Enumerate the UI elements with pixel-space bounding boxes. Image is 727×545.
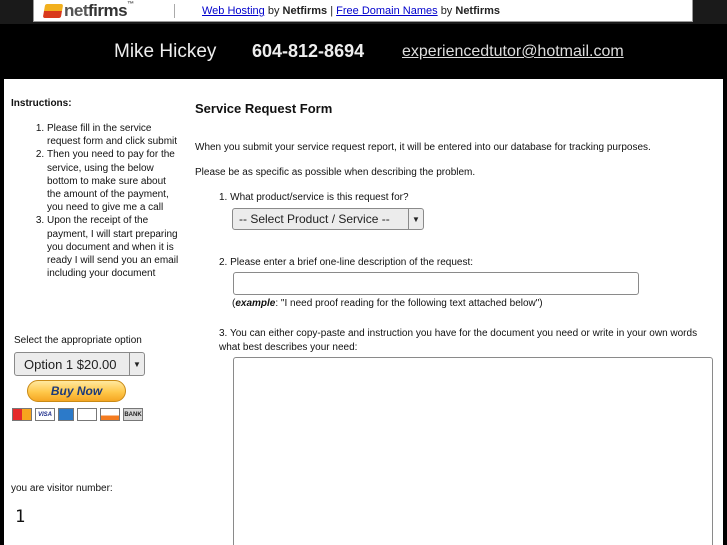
question-1 [219, 192, 409, 203]
example-text: : "I need proof reading for the following text attached below") [275, 298, 543, 309]
visitor-counter: 1 [15, 507, 26, 527]
visa-icon: VISA [35, 408, 55, 421]
free-domain-names-link[interactable]: Free Domain Names [336, 5, 438, 17]
echeck-icon [77, 408, 97, 421]
instruction-item: 1. Please fill in the service request form and click submit [47, 122, 182, 148]
example-label: example [235, 298, 276, 309]
amex-icon [58, 408, 74, 421]
banner-links [202, 5, 500, 17]
instruction-item: 2. Then you need to pay for the service, using the below bottom to make sure about the amount of the payment, you need to give me a call [47, 148, 182, 214]
netfirms-logo[interactable] [44, 1, 134, 21]
instruction-item: 3. Upon the receipt of the payment, I will start preparing you document and when it is ready I will send you an email including your document [47, 214, 182, 280]
question-number: 2. [219, 257, 228, 268]
payment-option-value: Option 1 $20.00 [24, 356, 117, 372]
bank-icon: BANK [123, 408, 143, 421]
by-text: by [267, 5, 280, 17]
visitor-label: you are visitor number: [11, 483, 113, 494]
site-header [0, 24, 727, 79]
form-intro-1: When you submit your service request report, it will be entered into our database for tracking purposes. [195, 142, 651, 153]
header-phone: 604-812-8694 [252, 41, 365, 61]
link-separator: | [330, 5, 334, 17]
product-service-value: -- Select Product / Service -- [239, 212, 390, 226]
description-input[interactable] [233, 272, 639, 295]
mastercard-icon [12, 408, 32, 421]
banner-divider [174, 4, 175, 18]
netfirms-brand-text: Netfirms [455, 5, 500, 17]
question-number: 3. [219, 328, 228, 339]
chevron-down-icon: ▼ [129, 353, 144, 375]
netfirms-banner [0, 0, 727, 24]
buy-now-button[interactable]: Buy Now [27, 380, 126, 402]
web-hosting-link[interactable]: Web Hosting [202, 5, 265, 17]
netfirms-banner-inner [33, 0, 693, 22]
netfirms-flag-icon [43, 4, 63, 18]
form-title: Service Request Form [195, 101, 333, 116]
need-description-textarea[interactable] [233, 357, 713, 545]
question-3 [219, 327, 709, 355]
payment-cards [12, 408, 143, 421]
header-name: Mike Hickey [114, 41, 217, 62]
question-2 [219, 257, 473, 268]
instructions-list [19, 122, 182, 280]
option-label: Select the appropriate option [14, 335, 142, 346]
description-example [232, 298, 543, 309]
payment-option-select[interactable] [14, 352, 145, 376]
question-number: 1. [219, 192, 228, 203]
chevron-down-icon: ▼ [408, 209, 423, 229]
example-paren: ( [232, 298, 236, 309]
by-text: by [440, 5, 453, 17]
question-2-label: Please enter a brief one-line description of the request: [230, 257, 474, 268]
netfirms-logo-text: netfirms™ [64, 1, 134, 20]
form-intro-2: Please be as specific as possible when describing the problem. [195, 167, 476, 178]
product-service-select[interactable] [232, 208, 424, 230]
netfirms-brand-text: Netfirms [282, 5, 328, 17]
content-panel [4, 79, 723, 545]
header-email-link[interactable]: experiencedtutor@hotmail.com [402, 43, 624, 60]
discover-icon [100, 408, 120, 421]
instructions-title: Instructions: [11, 98, 72, 109]
question-1-label: What product/service is this request for? [230, 192, 409, 203]
question-3-label: You can either copy-paste and instruction you have for the document you need or write in your own words what best describes your need: [219, 328, 698, 353]
